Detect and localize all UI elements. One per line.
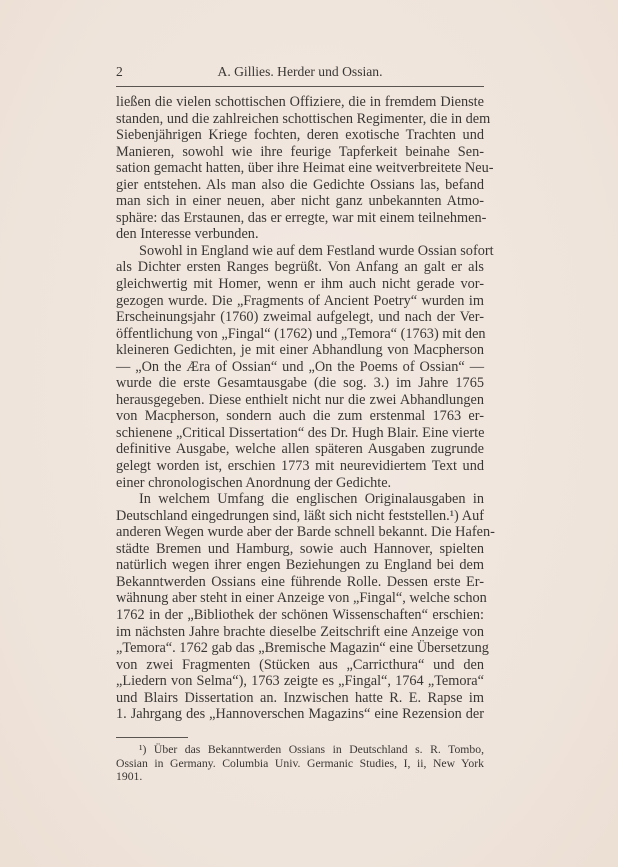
text-line: den Interesse verbunden. (116, 226, 259, 243)
text-line: definitive Ausgabe, welche allen späteren Ausgaben zugrunde (116, 441, 484, 458)
text-line: öffentlichung von „Fingal“ (1762) und „Temora“ (1763) mit den (116, 325, 486, 342)
body-text (116, 94, 495, 723)
text-line: Siebenjährigen Kriege fochten, deren exotische Trachten und (116, 127, 484, 144)
text-line: anderen Wegen wurde aber der Barde schnell bekannt. Die Hafen- (116, 524, 495, 541)
text-line: und Blairs Dissertation an. Inzwischen hatte R. E. Rapse im (116, 689, 484, 706)
text-line: natürlich wegen ihrer engen Beziehungen zu England bei dem (116, 557, 484, 574)
footnote (116, 743, 484, 784)
footnote-line: Ossian in Germany. Columbia Univ. Germanic Studies, I, ii, New York (116, 756, 484, 770)
text-line: 1. Jahrgang des „Hannoverschen Magazins“ eine Rezension der (116, 706, 484, 723)
text-line: 1762 in der „Bibliothek der schönen Wissenschaften“ erschien: (116, 606, 484, 623)
text-line: wurde die erste Gesamtausgabe (die sog. 3.) im Jahre 1765 (116, 375, 484, 392)
text-line: sphäre: das Erstaunen, das er erregte, war mit einem teilnehmen- (116, 209, 487, 226)
text-line: schienene „Critical Dissertation“ des Dr. Hugh Blair. Eine vierte (116, 424, 485, 441)
text-line: Bekanntwerden Ossians eine führende Rolle. Dessen erste Er- (116, 573, 484, 590)
text-line: herausgegeben. Diese enthielt nicht nur die zwei Abhandlungen (116, 391, 484, 408)
text-line: Manieren, sowohl wie ihre feurige Tapferkeit beinahe Sen- (116, 143, 484, 160)
text-line: kleineren Gedichten, je mit einer Abhandlung von Macpherson (116, 342, 484, 359)
footnote-line: 1901. (116, 770, 143, 784)
text-line: als Dichter ersten Ranges begrüßt. Von Anfang an galt er als (116, 259, 484, 276)
text-line: einer chronologischen Anordnung der Gedichte. (116, 474, 392, 491)
running-title: A. Gillies. Herder und Ossian. (217, 64, 383, 79)
text-line: gleichwertig mit Homer, wenn er ihm auch nicht gerade vor- (116, 276, 484, 293)
text-line: wähnung aber steht in einer Anzeige von „Fingal“, welche schon (116, 590, 487, 607)
text-line: sation gemacht hatten, über ihre Heimat eine weitverbreitete Neu- (116, 160, 494, 177)
text-line: Deutschland eingedrungen sind, läßt sich nicht feststellen.¹) Auf (116, 507, 484, 524)
text-line: ließen die vielen schottischen Offiziere, die in fremdem Dienste (116, 94, 484, 110)
text-line: — „On the Æra of Ossian“ und „On the Poems of Ossian“ — (116, 358, 484, 375)
text-line: von zwei Fragmenten (Stücken aus „Carricthura“ und den (116, 656, 484, 673)
header-rule (116, 86, 484, 87)
text-line: gelegt worden ist, erschien 1773 mit neurevidiertem Text und (116, 458, 484, 475)
text-line: „Temora“. 1762 gab das „Bremische Magazin“ eine Übersetzung (116, 640, 489, 657)
text-line: Erscheinungsjahr (1760) zweimal aufgelegt, und nach der Ver- (116, 309, 484, 326)
page-number: 2 (116, 64, 123, 79)
text-line: im nächsten Jahre brachte dieselbe Zeitschrift eine Anzeige von (116, 623, 484, 640)
text-line: gier entstehen. Als man also die Gedichte Ossians las, befand (116, 176, 484, 193)
text-line: gezogen wurde. Die „Fragments of Ancient Poetry“ wurden im (116, 292, 484, 309)
footnote-rule (116, 737, 188, 738)
page-header (116, 64, 484, 84)
text-line: Sowohl in England wie auf dem Festland wurde Ossian sofort (139, 242, 494, 259)
text-line: man sich in einer neuen, aber nicht ganz unbekannten Atmo- (116, 193, 484, 210)
text-line: standen, und die zahlreichen schottischen Regimenter, die in dem (116, 110, 491, 127)
text-line: In welchem Umfang die englischen Originalausgaben in (139, 491, 484, 508)
text-line: von Macpherson, sondern auch die zum erstenmal 1763 er- (116, 408, 484, 425)
text-line: „Liedern von Selma“), 1763 zeigte es „Fingal“, 1764 „Temora“ (116, 673, 484, 690)
footnote-line: ¹) Über das Bekanntwerden Ossians in Deutschland s. R. Tombo, (139, 743, 484, 756)
text-line: städte Bremen und Hamburg, sowie auch Hannover, spielten (116, 540, 484, 557)
